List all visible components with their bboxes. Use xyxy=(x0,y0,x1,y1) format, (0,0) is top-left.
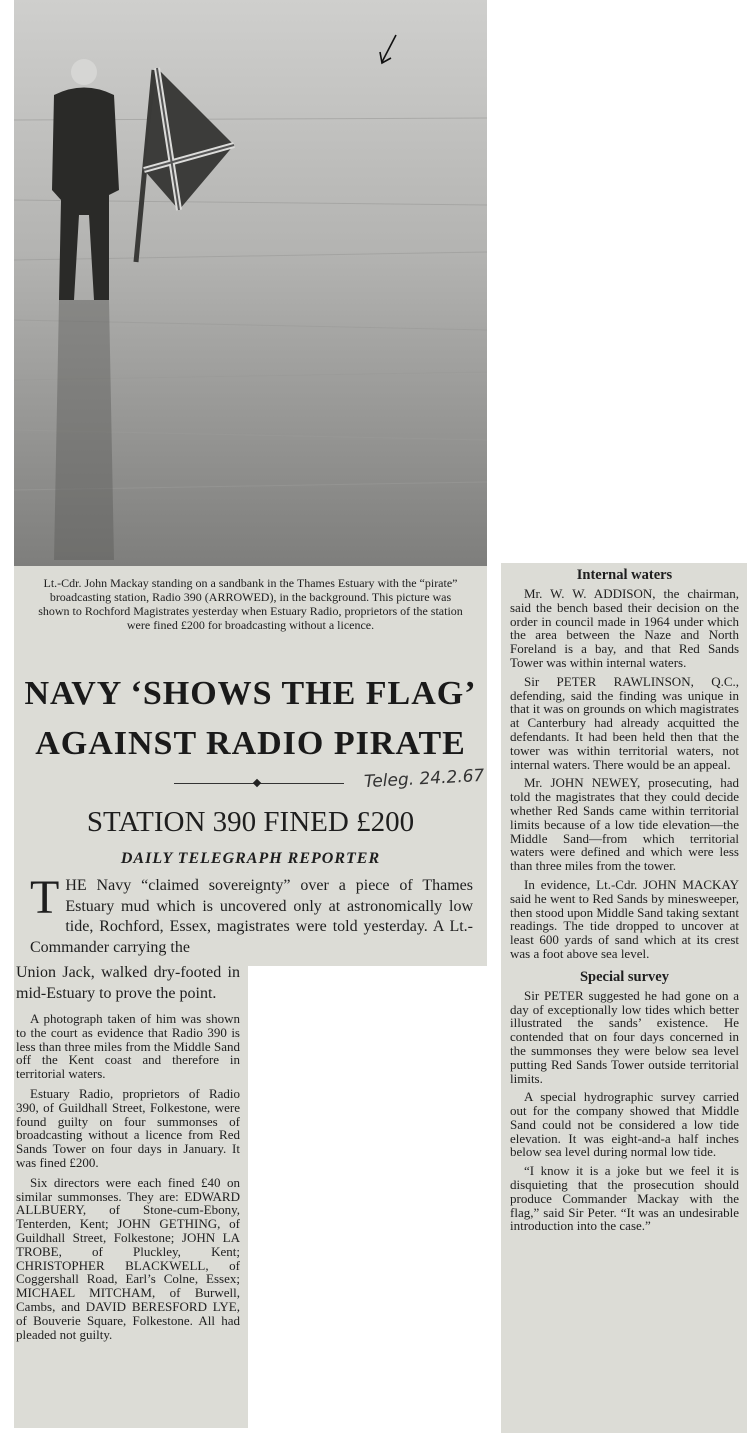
left-paragraph: Six directors were each fined £40 on similar summonses. They are: EDWARD ALLBUERY, of Stone-cum-Ebony, Tenterden, Kent; JOHN GETHING, of Guildhall Street, Folkestone; JOHN LA TROBE, of Pluckley, Kent; CHRISTOPHER BLACKWELL, of Coggershall Road, Earl’s Colne, Essex; MICHAEL MITCHAM, of Burwell, Cambs, and DAVID BERESFORD LYE, of Bouverie Square, Folkestone. All had pleaded not guilty. xyxy=(16,1174,240,1342)
byline: DAILY TELEGRAPH REPORTER xyxy=(120,850,381,867)
left-paragraph: Estuary Radio, proprietors of Radio 390, of Guildhall Street, Folkestone, were found guilty on four summonses of broadcasting without a licence from Red Sands Tower on four days in January. It was fined £200. xyxy=(16,1085,240,1170)
subheadline: STATION 390 FINED £200 xyxy=(86,806,415,838)
right-paragraph: Sir PETER RAWLINSON, Q.C., defending, said the finding was unique in that it was on grounds on which magistrates at Canterbury had already acquitted the defendants. It had been held then that the tower was within territorial waters, not internal waters. There would be an appeal. xyxy=(510,673,739,772)
left-column xyxy=(14,958,248,1428)
photo-caption-box xyxy=(14,566,487,666)
drop-cap: T xyxy=(30,871,60,924)
right-paragraph: “I know it is a joke but we feel it is disquieting that the prosecution should produce Commander Mackay with the flag,” said Sir Peter. “It was an undesirable introduction into the case.” xyxy=(510,1163,739,1234)
news-photograph xyxy=(14,0,487,566)
divider-diamond xyxy=(253,779,261,787)
left-paragraph: A photograph taken of him was shown to the court as evidence that Radio 390 is less than three miles from the Middle Sand off the Kent coast and therefore in territorial waters. xyxy=(16,1011,240,1082)
photo-caption: Lt.-Cdr. John Mackay standing on a sandbank in the Thames Estuary with the “pirate” broadcasting station, Radio 390 (ARROWED), in the background. This picture was shown to Rochford Magistrates yesterday when Estuary Radio, proprietors of the station were fined £200 for broadcasting without a licence. xyxy=(38,576,463,632)
right-paragraph: Mr. W. W. ADDISON, the chairman, said the bench based their decision on the order in council made in 1964 under which the area between the Naze and North Foreland is a bay, and that Red Sands Tower was within internal waters. xyxy=(510,586,739,670)
headline-line-1: NAVY ‘SHOWS THE FLAG’ xyxy=(24,675,477,712)
right-paragraph: In evidence, Lt.-Cdr. JOHN MACKAY said he went to Red Sands by minesweeper, then stood upon Middle Sand taking sextant readings. The tide dropped to uncover at least 600 yards of sand which at its crest was a foot above sea level. xyxy=(510,876,739,961)
right-column xyxy=(501,563,747,1433)
lede-paragraph xyxy=(14,871,487,958)
handwritten-date: Teleg. 24.2.67 xyxy=(363,765,485,793)
headline-line-2: AGAINST RADIO PIRATE xyxy=(35,725,466,762)
lede-continued: Union Jack, walked dry-footed in mid-Estuary to prove the point. xyxy=(16,964,240,1002)
subhead-internal-waters: Internal waters xyxy=(576,567,673,583)
subhead-special-survey: Special survey xyxy=(579,968,669,985)
photo-illustration xyxy=(14,0,487,566)
right-paragraph: Mr. JOHN NEWEY, prosecuting, had told the magistrates that they could decide whether Red Sands came within territorial limits because of a low tide elevation—the Middle Sand—from which territorial waters were defined and which were less than three miles from the tower. xyxy=(510,775,739,874)
right-paragraph: Sir PETER suggested he had gone on a day of exceptionally low tides which better illustrated the sands’ existence. He contended that on four days concerned in the summonses they were below sea level putting Red Sands Tower outside territorial limits. xyxy=(510,987,739,1086)
right-paragraph: A special hydrographic survey carried out for the company showed that Middle Sand could not be considered a low tide elevation. It was eight-and-a half inches below sea level during normal low tide. xyxy=(510,1089,739,1160)
lede-text: HE Navy “claimed sovereignty” over a piece of Thames Estuary mud which is uncovered only at astronomically low tide, Rochford, Essex, magistrates were told yesterday. A Lt.-Commander carrying the xyxy=(30,877,473,956)
